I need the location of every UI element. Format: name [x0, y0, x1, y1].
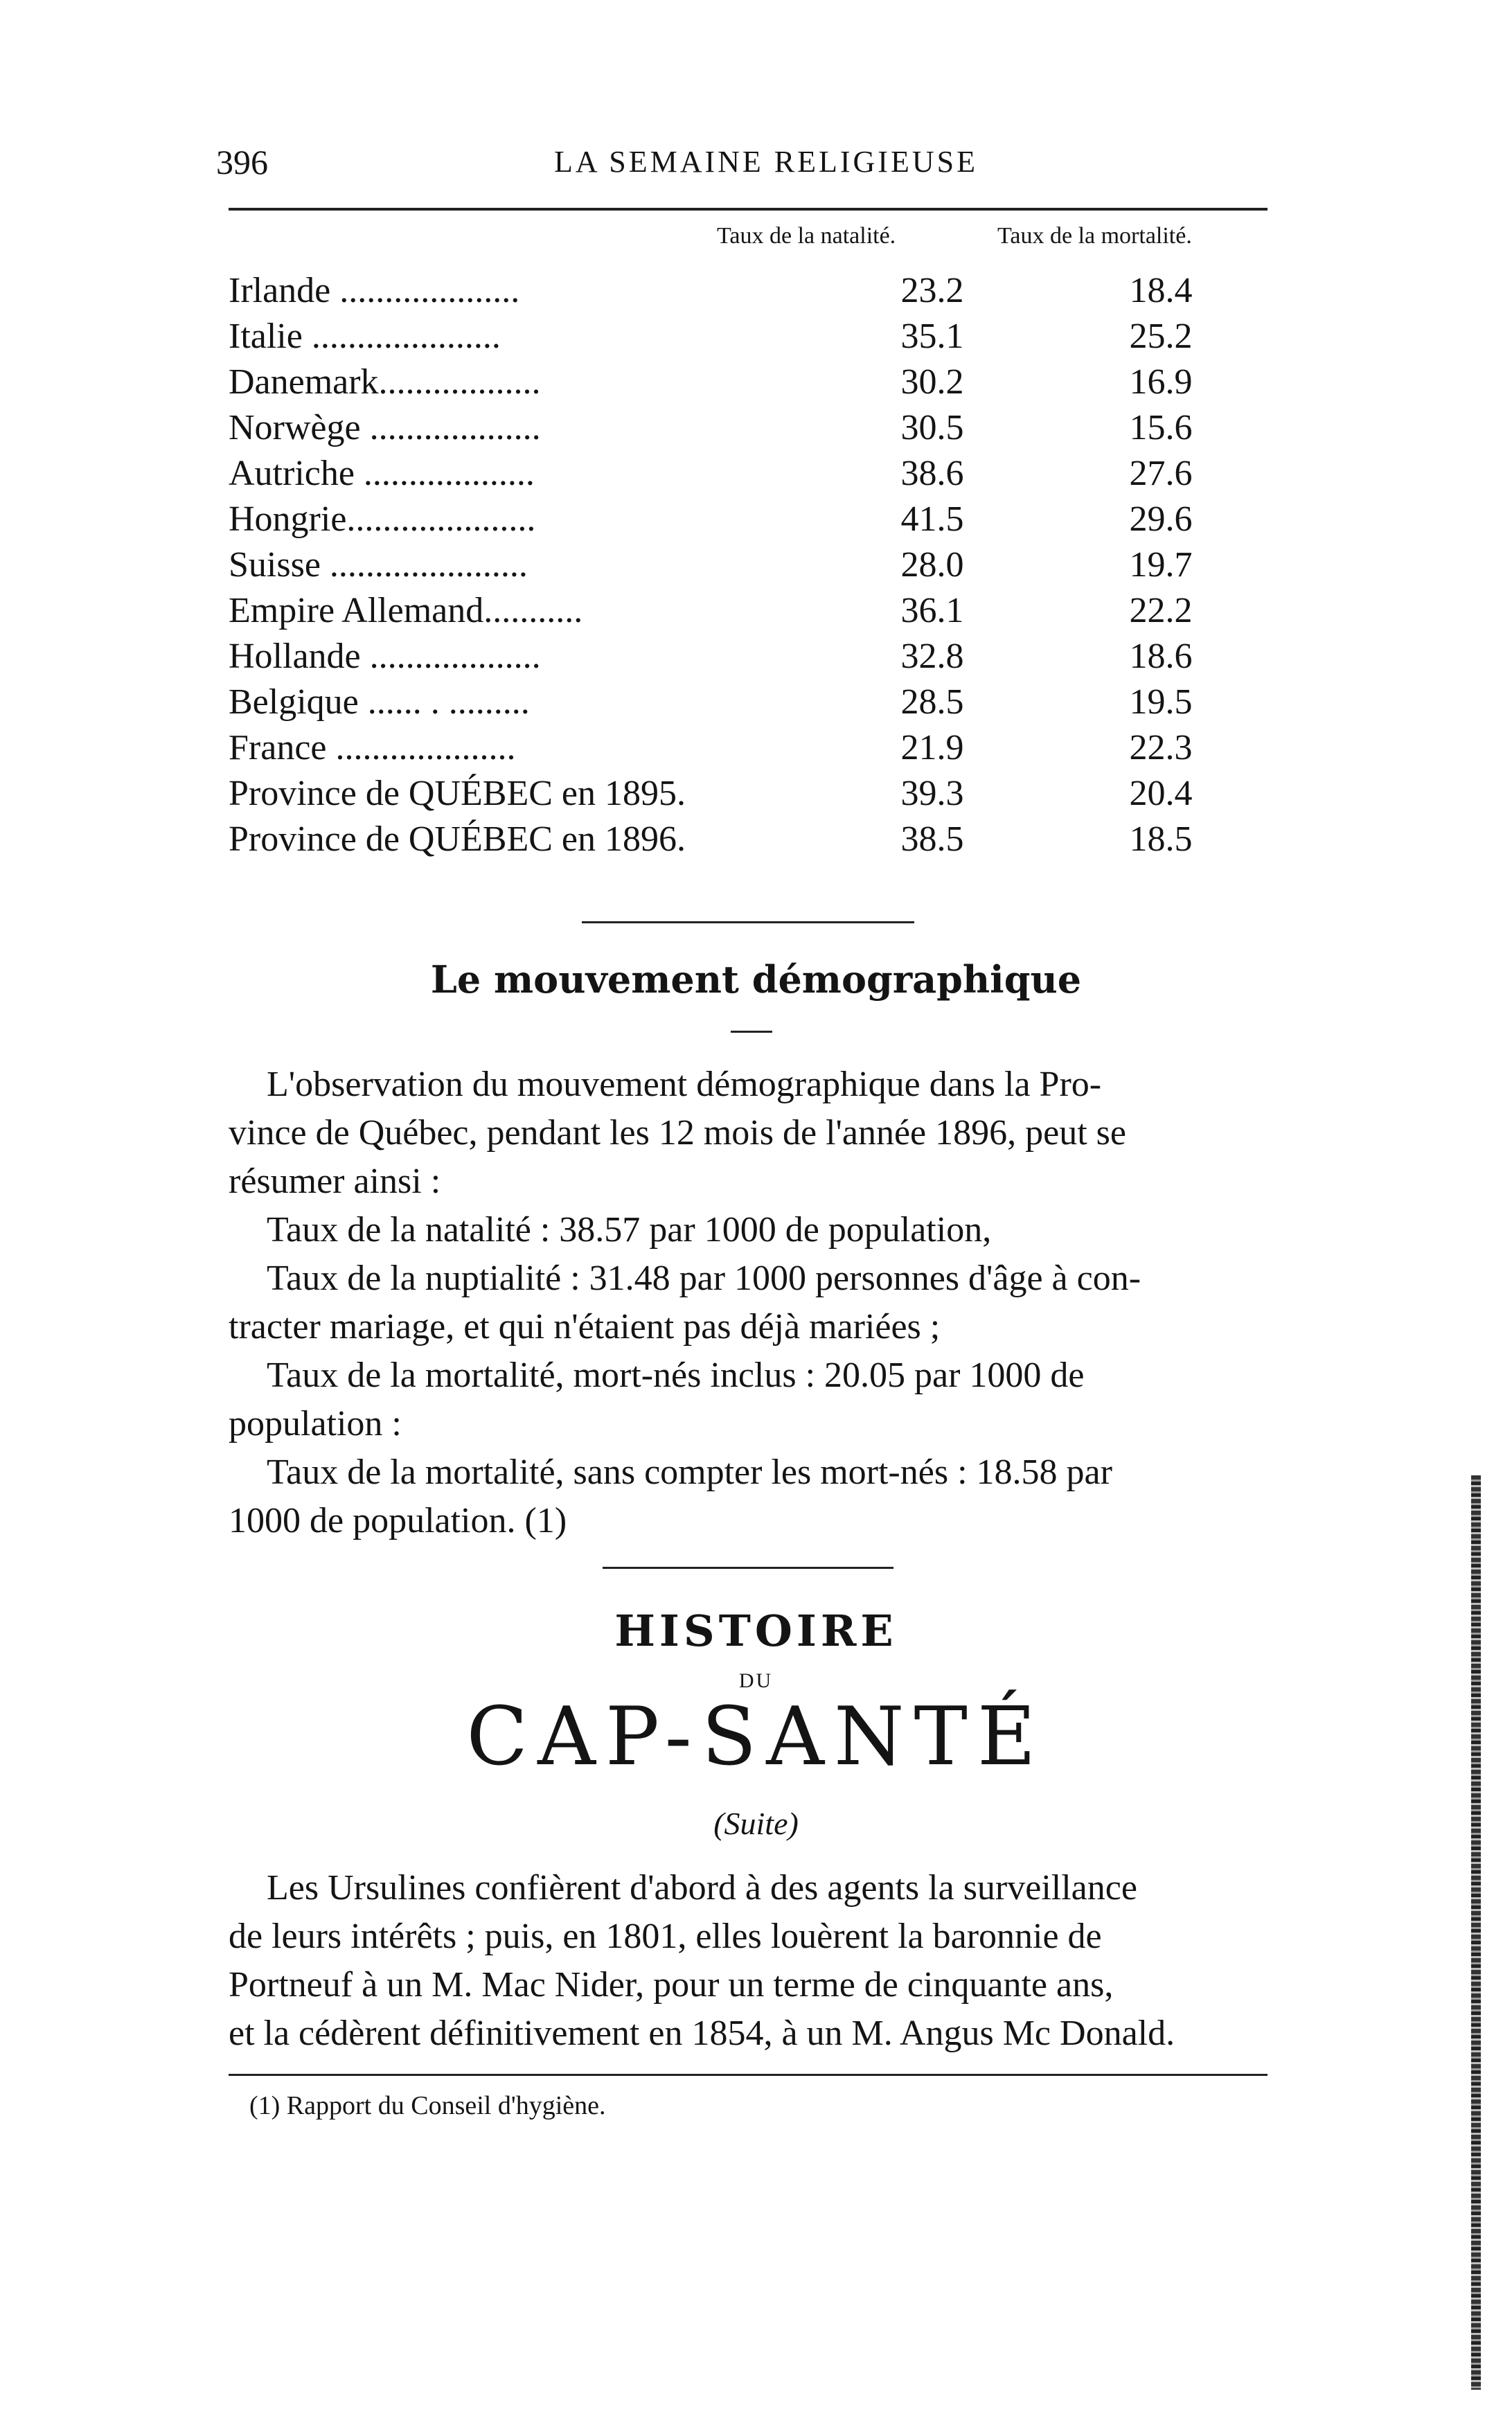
country-label: Belgique ...... . ......... — [229, 682, 530, 722]
country-label: Hollande ................... — [229, 637, 541, 676]
text-line: 1000 de population. (1) — [229, 1501, 567, 1540]
country-label: Danemark.................. — [229, 362, 541, 402]
mortalite-value: 16.9 — [1129, 362, 1193, 402]
country-label: France .................... — [229, 728, 516, 767]
natalite-value: 38.6 — [900, 454, 964, 493]
country-label: Hongrie..................... — [229, 499, 536, 539]
mortalite-value: 22.2 — [1129, 591, 1193, 630]
histoire-place: CAP-SANTÉ — [466, 1690, 1046, 1784]
natalite-value: 23.2 — [900, 271, 964, 310]
footnote-rule — [229, 2074, 1268, 2076]
section-title: Le mouvement démographique — [430, 957, 1082, 1002]
histoire-suite: (Suite) — [713, 1806, 799, 1841]
separator-rule — [582, 921, 914, 923]
mortalite-value: 20.4 — [1129, 774, 1193, 813]
natalite-value: 30.2 — [900, 362, 964, 402]
text-line: Les Ursulines confièrent d'abord à des agents la surveillance — [267, 1868, 1137, 1908]
mortalite-value: 25.2 — [1129, 317, 1193, 356]
footnote: (1) Rapport du Conseil d'hygiène. — [249, 2091, 606, 2120]
text-line: de leurs intérêts ; puis, en 1801, elles louèrent la baronnie de — [229, 1917, 1102, 1956]
natalite-value: 21.9 — [900, 728, 964, 767]
header-rule — [229, 208, 1268, 211]
country-label: Norwège ................... — [229, 408, 541, 447]
mortalite-value: 19.5 — [1129, 682, 1193, 722]
page-edge — [1471, 1475, 1481, 2390]
mortalite-value: 15.6 — [1129, 408, 1193, 447]
column-heading-natalite: Taux de la natalité. — [717, 223, 896, 249]
mortalite-value: 19.7 — [1129, 545, 1193, 585]
natalite-value: 38.5 — [900, 819, 964, 859]
text-line: et la cédèrent définitivement en 1854, à un M. Angus Mc Donald. — [229, 2014, 1175, 2053]
text-line: Taux de la natalité : 38.57 par 1000 de population, — [267, 1210, 992, 1250]
natalite-value: 39.3 — [900, 774, 964, 813]
text-line: vince de Québec, pendant les 12 mois de l'année 1896, peut se — [229, 1113, 1126, 1153]
country-label: Suisse ...................... — [229, 545, 528, 585]
mortalite-value: 18.4 — [1129, 271, 1193, 310]
text-line: tracter mariage, et qui n'étaient pas déjà mariées ; — [229, 1307, 941, 1347]
country-label: Autriche ................... — [229, 454, 535, 493]
text-line: Portneuf à un M. Mac Nider, pour un terme de cinquante ans, — [229, 1965, 1114, 2005]
text-line: L'observation du mouvement démographique dans la Pro- — [267, 1065, 1102, 1104]
separator-rule — [603, 1567, 893, 1569]
natalite-value: 32.8 — [900, 637, 964, 676]
mortalite-value: 18.6 — [1129, 637, 1193, 676]
running-title: LA SEMAINE RELIGIEUSE — [554, 145, 978, 179]
text-line: Taux de la mortalité, sans compter les mort-nés : 18.58 par — [267, 1453, 1112, 1492]
natalite-value: 28.5 — [900, 682, 964, 722]
mortalite-value: 27.6 — [1129, 454, 1193, 493]
natalite-value: 35.1 — [900, 317, 964, 356]
text-line: Taux de la mortalité, mort-nés inclus : 20.05 par 1000 de — [267, 1356, 1085, 1395]
text-line: résumer ainsi : — [229, 1162, 441, 1201]
country-label: Empire Allemand........... — [229, 591, 583, 630]
text-line: population : — [229, 1404, 402, 1444]
mortalite-value: 18.5 — [1129, 819, 1193, 859]
page-number: 396 — [216, 143, 268, 181]
histoire-title: HISTOIRE — [614, 1606, 898, 1656]
column-heading-mortalite: Taux de la mortalité. — [997, 223, 1192, 249]
natalite-value: 30.5 — [900, 408, 964, 447]
histoire-du: DU — [738, 1669, 774, 1692]
natalite-value: 28.0 — [900, 545, 964, 585]
title-dash — [731, 1031, 772, 1033]
natalite-value: 36.1 — [900, 591, 964, 630]
mortalite-value: 22.3 — [1129, 728, 1193, 767]
country-label: Irlande .................... — [229, 271, 520, 310]
text-line: Taux de la nuptialité : 31.48 par 1000 personnes d'âge à con- — [267, 1259, 1141, 1298]
country-label: Italie ..................... — [229, 317, 501, 356]
mortalite-value: 29.6 — [1129, 499, 1193, 539]
country-label: Province de QUÉBEC en 1896. — [229, 819, 686, 859]
country-label: Province de QUÉBEC en 1895. — [229, 774, 686, 813]
natalite-value: 41.5 — [900, 499, 964, 539]
